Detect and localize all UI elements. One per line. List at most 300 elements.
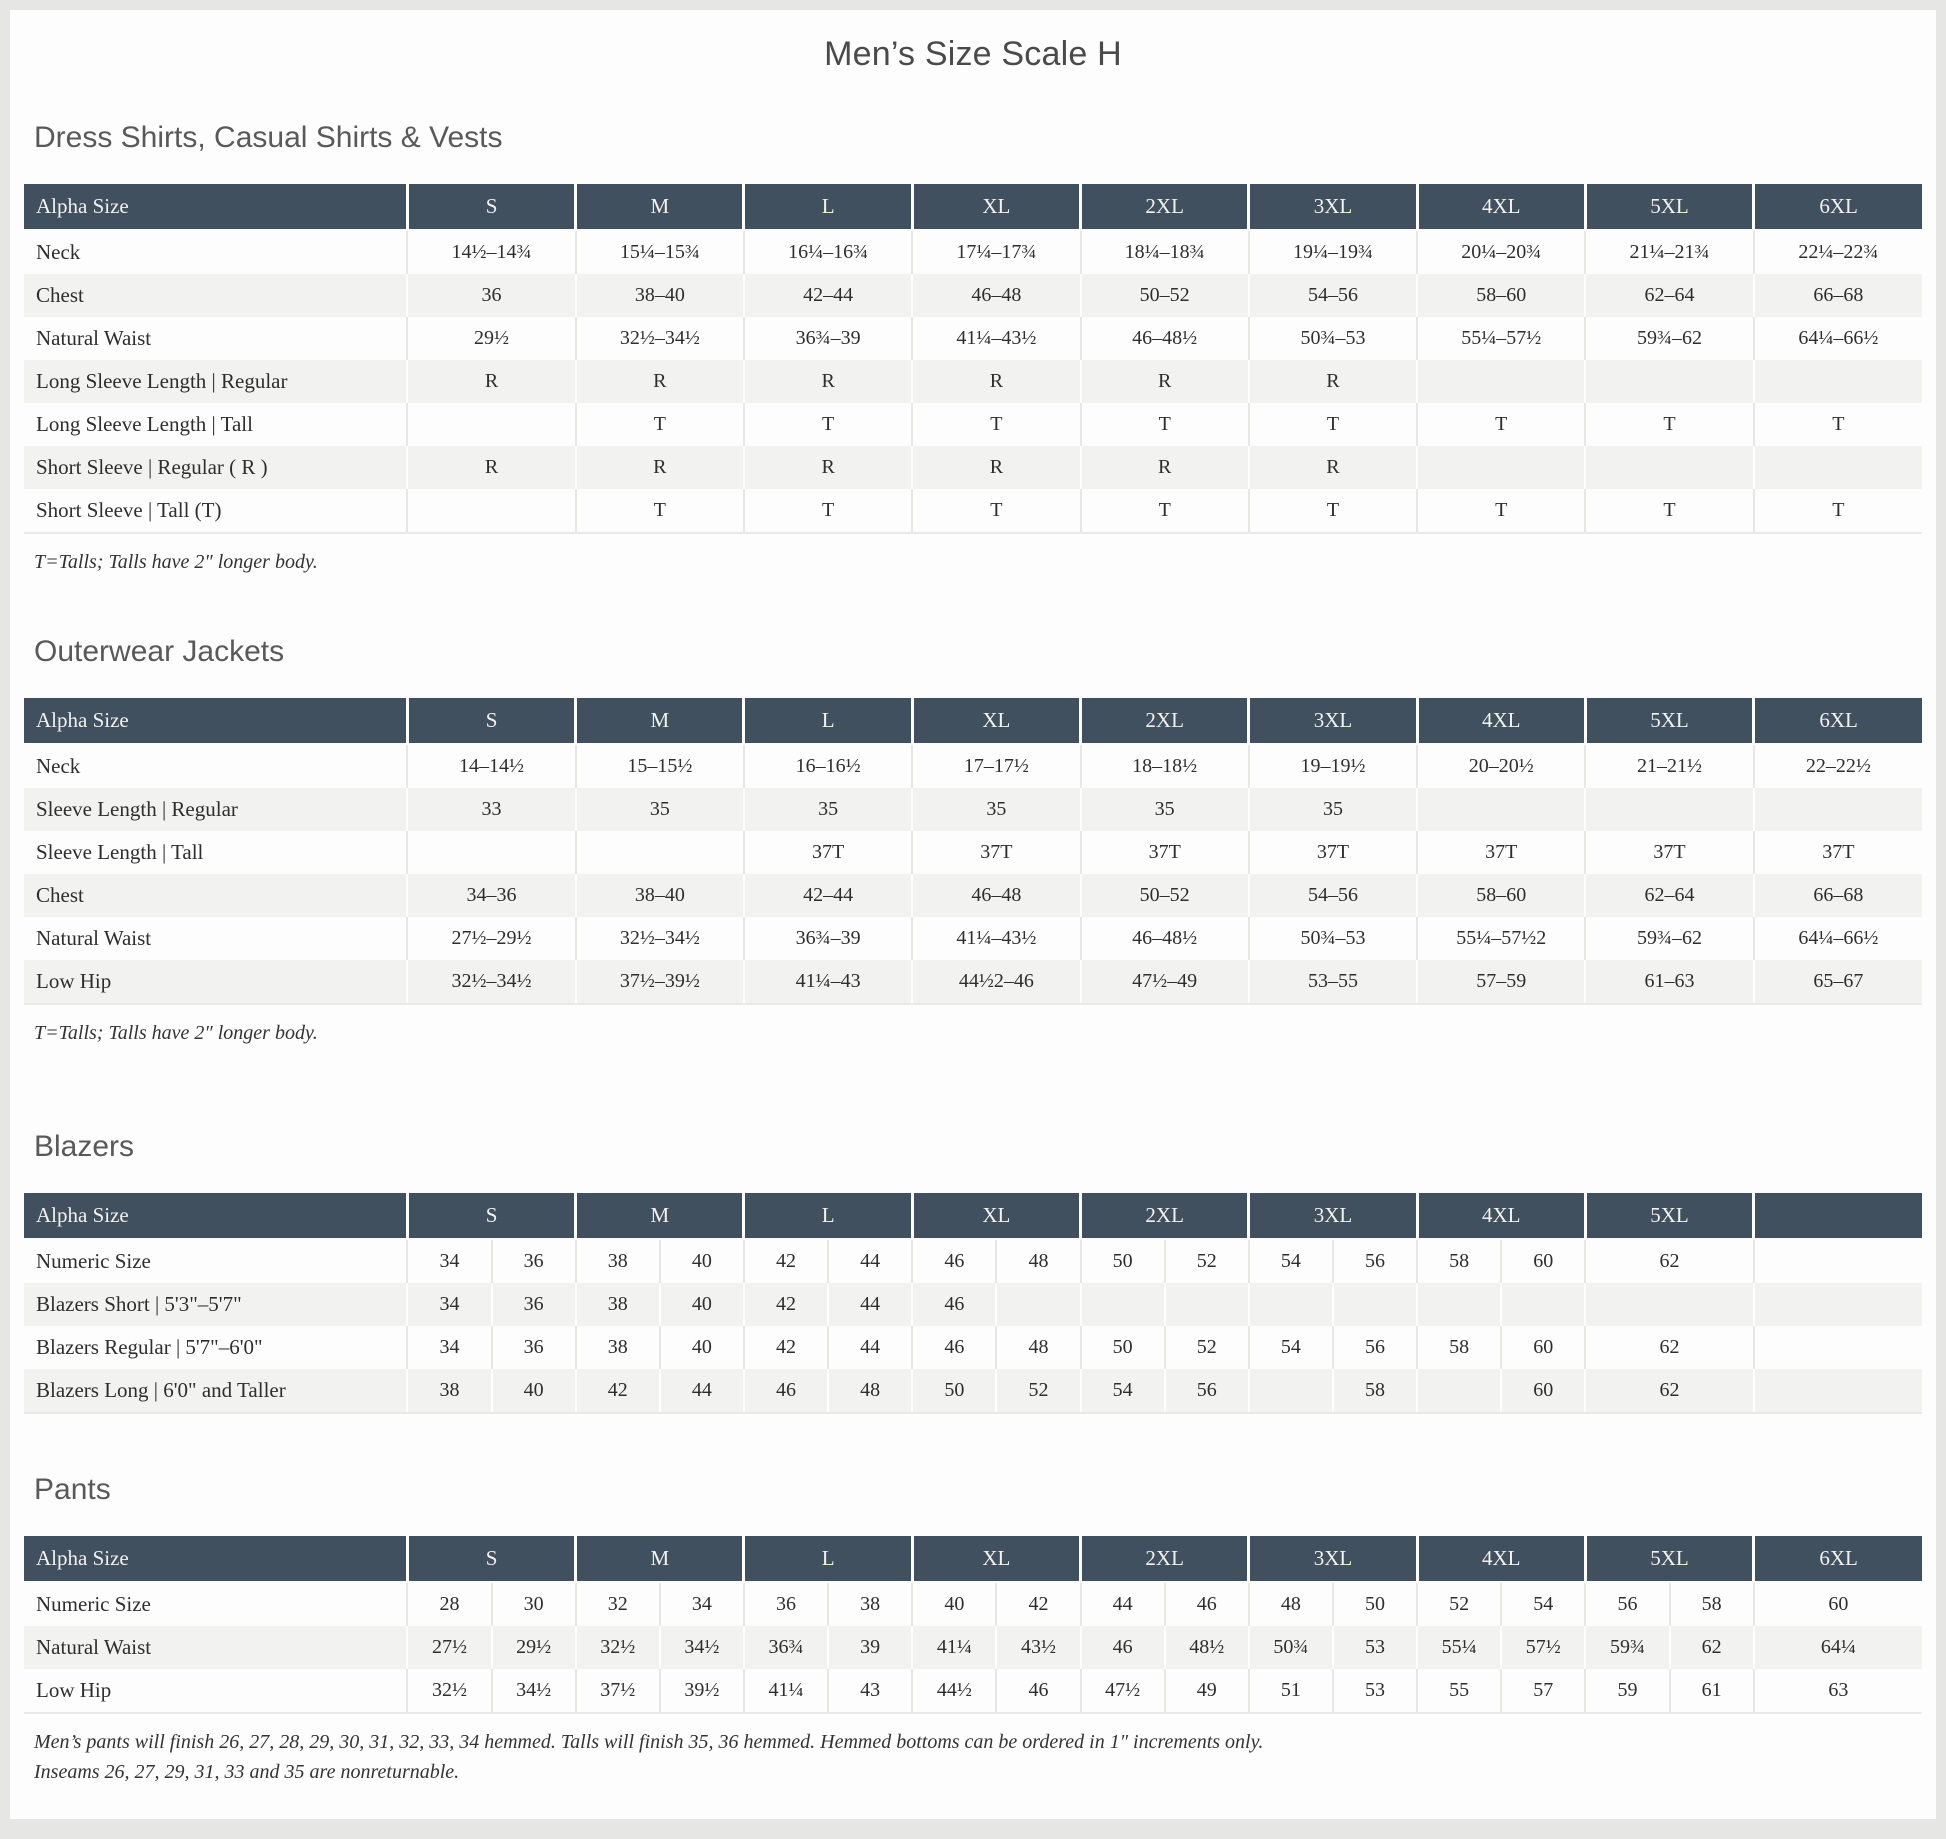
row-label: Numeric Size [24, 1582, 407, 1626]
size-value-cell: 60 [1501, 1369, 1585, 1413]
size-value-cell: 36 [492, 1326, 576, 1369]
size-value-cell: 59¾–62 [1585, 917, 1753, 960]
size-value-cell: 41¼ [744, 1669, 828, 1713]
size-value-cell: 46 [1165, 1582, 1249, 1626]
size-value-cell: 32½–34½ [407, 960, 575, 1004]
size-value-cell: 40 [660, 1283, 744, 1326]
row-label: Natural Waist [24, 1626, 407, 1669]
size-value-cell: R [407, 446, 575, 489]
size-value-cell: 17¼–17¾ [912, 230, 1080, 274]
size-value-cell: 46–48 [912, 874, 1080, 917]
section-title-blazers: Blazers [34, 1130, 135, 1163]
size-value-cell: 37½–39½ [576, 960, 744, 1004]
size-value-cell: 44½2–46 [912, 960, 1080, 1004]
blazers-size-table [24, 1193, 1922, 1414]
size-value-cell: 14–14½ [407, 744, 575, 788]
size-value-cell: 46–48 [912, 274, 1080, 317]
size-value-cell: 63 [1754, 1669, 1922, 1713]
size-column-header: XL [912, 1536, 1080, 1582]
size-value-cell: 52 [1417, 1582, 1501, 1626]
row-label: Blazers Regular | 5'7"–6'0" [24, 1326, 407, 1369]
size-value-cell: 55¼–57½2 [1417, 917, 1585, 960]
size-value-cell [407, 831, 575, 874]
size-value-cell: 58 [1670, 1582, 1754, 1626]
size-value-cell: T [1585, 489, 1753, 533]
size-value-cell: 59 [1585, 1669, 1669, 1713]
size-value-cell: 39½ [660, 1669, 744, 1713]
size-value-cell: R [1081, 446, 1249, 489]
size-value-cell: 49 [1165, 1669, 1249, 1713]
size-column-header: 5XL [1585, 184, 1753, 230]
size-value-cell: 18–18½ [1081, 744, 1249, 788]
size-value-cell: 17–17½ [912, 744, 1080, 788]
size-value-cell: 60 [1828, 1593, 1849, 1615]
header-row [24, 1536, 1922, 1582]
table-row [24, 317, 1922, 360]
size-value-cell: 50¾–53 [1249, 917, 1417, 960]
size-value-cell: 60 [1501, 1239, 1585, 1283]
size-value-cell: 66–68 [1813, 284, 1864, 306]
row-label: Short Sleeve | Tall (T) [24, 489, 407, 533]
size-value-cell: 37T [744, 831, 912, 874]
size-value-cell: 37T [1585, 831, 1753, 874]
size-value-cell: 21¼–21¾ [1585, 230, 1753, 274]
size-value-cell: T [1754, 489, 1922, 533]
size-value-cell: R [912, 360, 1080, 403]
size-value-cell: R [1249, 360, 1417, 403]
size-value-cell: T [912, 403, 1080, 446]
size-value-cell: 48½ [1165, 1626, 1249, 1669]
size-value-cell: R [407, 360, 575, 403]
header-row [24, 184, 1922, 230]
size-value-cell: 44 [660, 1369, 744, 1413]
size-value-cell: 34 [660, 1582, 744, 1626]
size-value-cell: 42 [576, 1369, 660, 1413]
size-value-cell: 32 [576, 1582, 660, 1626]
size-value-cell: 50¾ [1249, 1626, 1333, 1669]
table-row [24, 1283, 1922, 1326]
row-label: Numeric Size [24, 1239, 407, 1283]
size-value-cell: T [1249, 403, 1417, 446]
size-value-cell: 51 [1249, 1669, 1333, 1713]
size-value-cell: 54 [1501, 1582, 1585, 1626]
table-row [24, 403, 1922, 446]
section-title-outerwear: Outerwear Jackets [34, 635, 285, 668]
row-label: Natural Waist [24, 917, 407, 960]
size-value-cell: 32½ [407, 1669, 491, 1713]
row-label: Neck [24, 744, 407, 788]
size-value-cell: 38–40 [576, 274, 744, 317]
size-value-cell: 42 [744, 1239, 828, 1283]
size-value-cell: 48 [828, 1369, 912, 1413]
row-label: Natural Waist [24, 317, 407, 360]
size-value-cell: 62 [1585, 1369, 1753, 1413]
table-row [24, 489, 1922, 533]
size-column-header: 3XL [1249, 698, 1417, 744]
row-label: Neck [24, 230, 407, 274]
size-value-cell: 38 [576, 1326, 660, 1369]
size-value-cell: 36 [407, 274, 575, 317]
size-value-cell: R [1081, 360, 1249, 403]
size-value-cell: 38 [407, 1369, 491, 1413]
size-value-cell: 41¼ [912, 1626, 996, 1669]
size-value-cell: 40 [912, 1582, 996, 1626]
size-value-cell: 38 [576, 1283, 660, 1326]
size-value-cell: 47½–49 [1081, 960, 1249, 1004]
size-value-cell: 28 [407, 1582, 491, 1626]
size-value-cell [1585, 446, 1753, 489]
size-value-cell: 59¾–62 [1585, 317, 1753, 360]
size-value-cell: 61 [1670, 1669, 1754, 1713]
size-value-cell: T [744, 403, 912, 446]
size-value-cell: 41¼–43 [744, 960, 912, 1004]
size-value-cell: 56 [1333, 1326, 1417, 1369]
size-value-cell: 43½ [996, 1626, 1080, 1669]
size-value-cell: 37½ [576, 1669, 660, 1713]
size-value-cell: T [1081, 403, 1249, 446]
size-column-header: L [744, 184, 912, 230]
size-column-header: 4XL [1417, 184, 1585, 230]
size-value-cell [1249, 1369, 1333, 1413]
size-value-cell [1165, 1283, 1249, 1326]
size-value-cell: 40 [492, 1369, 576, 1413]
row-label: Blazers Short | 5'3"–5'7" [24, 1283, 407, 1326]
table-row [24, 788, 1922, 831]
size-column-header: XL [912, 1193, 1080, 1239]
size-value-cell: 37T [1249, 831, 1417, 874]
document-page [10, 10, 1936, 1819]
size-value-cell: 55¼–57½ [1417, 317, 1585, 360]
size-value-cell: 58–60 [1417, 274, 1585, 317]
size-value-cell: 34 [407, 1326, 491, 1369]
size-value-cell: 29½ [407, 317, 575, 360]
size-value-cell: 55¼ [1417, 1626, 1501, 1669]
size-value-cell: 27½ [407, 1626, 491, 1669]
size-value-cell [1501, 1283, 1585, 1326]
pants-size-table [24, 1536, 1922, 1714]
size-value-cell: T [744, 489, 912, 533]
size-value-cell: 44 [828, 1283, 912, 1326]
size-column-header: M [576, 184, 744, 230]
size-value-cell: T [576, 489, 744, 533]
pants-footnote-inseams: Inseams 26, 27, 29, 31, 33 and 35 are nonreturnable. [34, 1761, 460, 1783]
size-value-cell: 40 [660, 1326, 744, 1369]
size-value-cell [1081, 1283, 1165, 1326]
size-value-cell: 59¾ [1585, 1626, 1669, 1669]
size-value-cell: 50¾–53 [1249, 317, 1417, 360]
size-value-cell: 55 [1417, 1669, 1501, 1713]
table-row [24, 1369, 1922, 1413]
size-column-header: S [407, 1193, 575, 1239]
size-value-cell: 50–52 [1081, 874, 1249, 917]
size-column-header: 3XL [1249, 1536, 1417, 1582]
size-value-cell: T [1249, 489, 1417, 533]
size-value-cell: 54–56 [1249, 274, 1417, 317]
size-value-cell: 48 [1249, 1582, 1333, 1626]
size-value-cell: 38 [828, 1582, 912, 1626]
size-value-cell: T [1585, 403, 1753, 446]
table-row [24, 1582, 1922, 1626]
size-value-cell: 44½ [912, 1669, 996, 1713]
table-row [24, 274, 1922, 317]
size-value-cell: 39 [828, 1626, 912, 1669]
size-column-header: 4XL [1417, 1536, 1585, 1582]
size-column-header [1754, 1193, 1922, 1239]
size-value-cell: 36¾–39 [744, 917, 912, 960]
size-value-cell [1585, 788, 1753, 831]
dress-shirts-size-table [24, 184, 1922, 534]
size-value-cell: 43 [828, 1669, 912, 1713]
table-row [24, 831, 1922, 874]
size-value-cell: R [744, 446, 912, 489]
size-value-cell: 42–44 [744, 274, 912, 317]
size-value-cell: 42 [744, 1326, 828, 1369]
size-value-cell: 44 [828, 1326, 912, 1369]
size-value-cell: 52 [1165, 1326, 1249, 1369]
size-value-cell: 21–21½ [1585, 744, 1753, 788]
size-value-cell [407, 403, 575, 446]
size-column-header: M [576, 1536, 744, 1582]
size-value-cell [1585, 360, 1753, 403]
size-value-cell: T [1417, 489, 1585, 533]
row-label: Sleeve Length | Tall [24, 831, 407, 874]
size-value-cell: 35 [576, 788, 744, 831]
size-value-cell: T [576, 403, 744, 446]
size-value-cell: 56 [1333, 1239, 1417, 1283]
size-value-cell: 64¼–66½ [1798, 327, 1879, 349]
size-column-header: 6XL [1754, 1536, 1922, 1582]
section-outerwear-jackets [24, 632, 1922, 1047]
size-column-header: 2XL [1081, 1536, 1249, 1582]
size-value-cell: 16–16½ [744, 744, 912, 788]
row-label: Chest [24, 274, 407, 317]
size-value-cell: 32½–34½ [576, 917, 744, 960]
size-value-cell: 37T [1417, 831, 1585, 874]
size-value-cell: 34½ [660, 1626, 744, 1669]
size-value-cell [1249, 1283, 1333, 1326]
size-value-cell: 62 [1585, 1239, 1753, 1283]
size-value-cell [1417, 360, 1585, 403]
size-value-cell: 58–60 [1417, 874, 1585, 917]
size-value-cell: 50 [1081, 1239, 1165, 1283]
size-value-cell: 36 [492, 1239, 576, 1283]
size-value-cell: T [1832, 413, 1845, 435]
size-value-cell: R [576, 360, 744, 403]
size-value-cell: 46 [744, 1369, 828, 1413]
alpha-size-header: Alpha Size [24, 1536, 407, 1582]
size-value-cell [1754, 360, 1922, 403]
size-value-cell: 53–55 [1249, 960, 1417, 1004]
size-value-cell: 14½–14¾ [407, 230, 575, 274]
size-value-cell: 40 [660, 1239, 744, 1283]
size-column-header: 6XL [1754, 698, 1922, 744]
size-value-cell: 48 [996, 1326, 1080, 1369]
size-value-cell: 44 [1081, 1582, 1165, 1626]
size-column-header: 4XL [1417, 698, 1585, 744]
table-row [24, 1669, 1922, 1713]
size-value-cell: 20¼–20¾ [1417, 230, 1585, 274]
table-row [24, 230, 1922, 274]
size-column-header: S [407, 698, 575, 744]
size-column-header: S [407, 1536, 575, 1582]
size-column-header: 3XL [1249, 1193, 1417, 1239]
header-row [24, 698, 1922, 744]
size-value-cell: 50 [1081, 1326, 1165, 1369]
section-title-dress-shirts: Dress Shirts, Casual Shirts & Vests [34, 121, 503, 154]
size-value-cell [1754, 788, 1922, 831]
size-value-cell: 56 [1165, 1369, 1249, 1413]
size-column-header: 4XL [1417, 1193, 1585, 1239]
size-value-cell: 58 [1417, 1239, 1501, 1283]
size-value-cell: 38–40 [576, 874, 744, 917]
size-value-cell: 35 [912, 788, 1080, 831]
size-value-cell: 18¼–18¾ [1081, 230, 1249, 274]
row-label: Long Sleeve Length | Tall [24, 403, 407, 446]
size-value-cell: 46 [912, 1326, 996, 1369]
size-column-header: XL [912, 698, 1080, 744]
size-value-cell: 36 [744, 1582, 828, 1626]
size-column-header: L [744, 698, 912, 744]
size-value-cell [1754, 1239, 1922, 1283]
size-value-cell: 64¼ [1820, 1636, 1856, 1658]
section-title-pants: Pants [34, 1473, 111, 1506]
size-value-cell [1754, 446, 1922, 489]
size-value-cell: T [1417, 403, 1585, 446]
page-title: Men’s Size Scale H [824, 35, 1122, 73]
table-row [24, 917, 1922, 960]
size-column-header: M [576, 698, 744, 744]
size-value-cell: 20–20½ [1417, 744, 1585, 788]
size-value-cell [996, 1283, 1080, 1326]
size-value-cell: 41¼–43½ [912, 917, 1080, 960]
size-value-cell: 37T [1822, 841, 1855, 863]
size-value-cell: 62 [1585, 1326, 1753, 1369]
size-value-cell: R [1249, 446, 1417, 489]
size-value-cell: 58 [1417, 1326, 1501, 1369]
size-value-cell [1754, 1326, 1922, 1369]
size-value-cell: 50–52 [1081, 274, 1249, 317]
size-value-cell: 54 [1081, 1369, 1165, 1413]
size-value-cell [1417, 1369, 1501, 1413]
size-value-cell: 57 [1501, 1669, 1585, 1713]
size-column-header: XL [912, 184, 1080, 230]
size-column-header: 2XL [1081, 184, 1249, 230]
row-label: Low Hip [24, 1669, 407, 1713]
size-column-header: 2XL [1081, 698, 1249, 744]
size-value-cell: 36 [492, 1283, 576, 1326]
alpha-size-header: Alpha Size [24, 1193, 407, 1239]
size-value-cell: 19¼–19¾ [1249, 230, 1417, 274]
row-label: Low Hip [24, 960, 407, 1004]
size-value-cell: 66–68 [1813, 884, 1864, 906]
section-dress-shirts [24, 118, 1922, 576]
size-value-cell: 57–59 [1417, 960, 1585, 1004]
pants-footnote-hemming: Men’s pants will finish 26, 27, 28, 29, 30, 31, 32, 33, 34 hemmed. Talls will finish 35, 36 hemmed. Hemmed bottoms can be ordered in 1″ increments only. [34, 1731, 1264, 1753]
table-row [24, 960, 1922, 1004]
size-value-cell: 47½ [1081, 1669, 1165, 1713]
section-pants [24, 1470, 1922, 1786]
size-value-cell: 38 [576, 1239, 660, 1283]
row-label: Short Sleeve | Regular ( R ) [24, 446, 407, 489]
size-value-cell: 62–64 [1585, 874, 1753, 917]
row-label: Sleeve Length | Regular [24, 788, 407, 831]
size-value-cell: 52 [996, 1369, 1080, 1413]
size-value-cell: 22¼–22¾ [1798, 241, 1879, 263]
size-value-cell: 34 [407, 1283, 491, 1326]
size-value-cell: 46 [1081, 1626, 1165, 1669]
size-value-cell: 42 [996, 1582, 1080, 1626]
size-value-cell: 36¾ [744, 1626, 828, 1669]
size-value-cell: 46–48½ [1081, 317, 1249, 360]
size-column-header: S [407, 184, 575, 230]
size-column-header: 5XL [1585, 1193, 1753, 1239]
size-value-cell: 30 [492, 1582, 576, 1626]
size-value-cell: 42–44 [744, 874, 912, 917]
size-value-cell: 41¼–43½ [912, 317, 1080, 360]
size-value-cell [1754, 1369, 1922, 1413]
size-value-cell: R [912, 446, 1080, 489]
size-value-cell [1754, 1283, 1922, 1326]
size-value-cell [1585, 1283, 1753, 1326]
size-value-cell: 53 [1333, 1669, 1417, 1713]
alpha-size-header: Alpha Size [24, 184, 407, 230]
table-row [24, 744, 1922, 788]
size-value-cell: 50 [1333, 1582, 1417, 1626]
size-value-cell: 16¼–16¾ [744, 230, 912, 274]
size-value-cell: 56 [1585, 1582, 1669, 1626]
size-value-cell: 37T [1081, 831, 1249, 874]
size-value-cell: 61–63 [1585, 960, 1753, 1004]
size-value-cell: 22–22½ [1805, 755, 1871, 777]
size-value-cell: 33 [407, 788, 575, 831]
size-value-cell: 32½ [576, 1626, 660, 1669]
size-value-cell: R [744, 360, 912, 403]
size-value-cell: 27½–29½ [407, 917, 575, 960]
row-label: Long Sleeve Length | Regular [24, 360, 407, 403]
size-column-header: 2XL [1081, 1193, 1249, 1239]
size-value-cell: 57½ [1501, 1626, 1585, 1669]
size-value-cell: 64¼–66½ [1798, 927, 1879, 949]
size-value-cell: 62 [1670, 1626, 1754, 1669]
outerwear-size-table [24, 698, 1922, 1005]
size-value-cell: 29½ [492, 1626, 576, 1669]
size-value-cell: 50 [912, 1369, 996, 1413]
size-column-header: L [744, 1536, 912, 1582]
table-row [24, 446, 1922, 489]
size-value-cell: 60 [1501, 1326, 1585, 1369]
table-row [24, 1626, 1922, 1669]
size-column-header: 6XL [1754, 184, 1922, 230]
size-value-cell [1333, 1283, 1417, 1326]
size-value-cell: 54–56 [1249, 874, 1417, 917]
size-value-cell: T [1081, 489, 1249, 533]
size-value-cell: 54 [1249, 1326, 1333, 1369]
outerwear-footnote: T=Talls; Talls have 2″ longer body. [34, 1022, 318, 1044]
size-value-cell: 35 [1081, 788, 1249, 831]
size-value-cell [407, 489, 575, 533]
size-column-header: 3XL [1249, 184, 1417, 230]
size-value-cell: 34½ [492, 1669, 576, 1713]
table-row [24, 1326, 1922, 1369]
section-blazers [24, 1127, 1922, 1414]
size-value-cell: 58 [1333, 1369, 1417, 1413]
size-value-cell: 46 [912, 1239, 996, 1283]
size-value-cell: 54 [1249, 1239, 1333, 1283]
size-value-cell: 53 [1333, 1626, 1417, 1669]
size-column-header: M [576, 1193, 744, 1239]
size-value-cell: 35 [1249, 788, 1417, 831]
size-value-cell: 62–64 [1585, 274, 1753, 317]
